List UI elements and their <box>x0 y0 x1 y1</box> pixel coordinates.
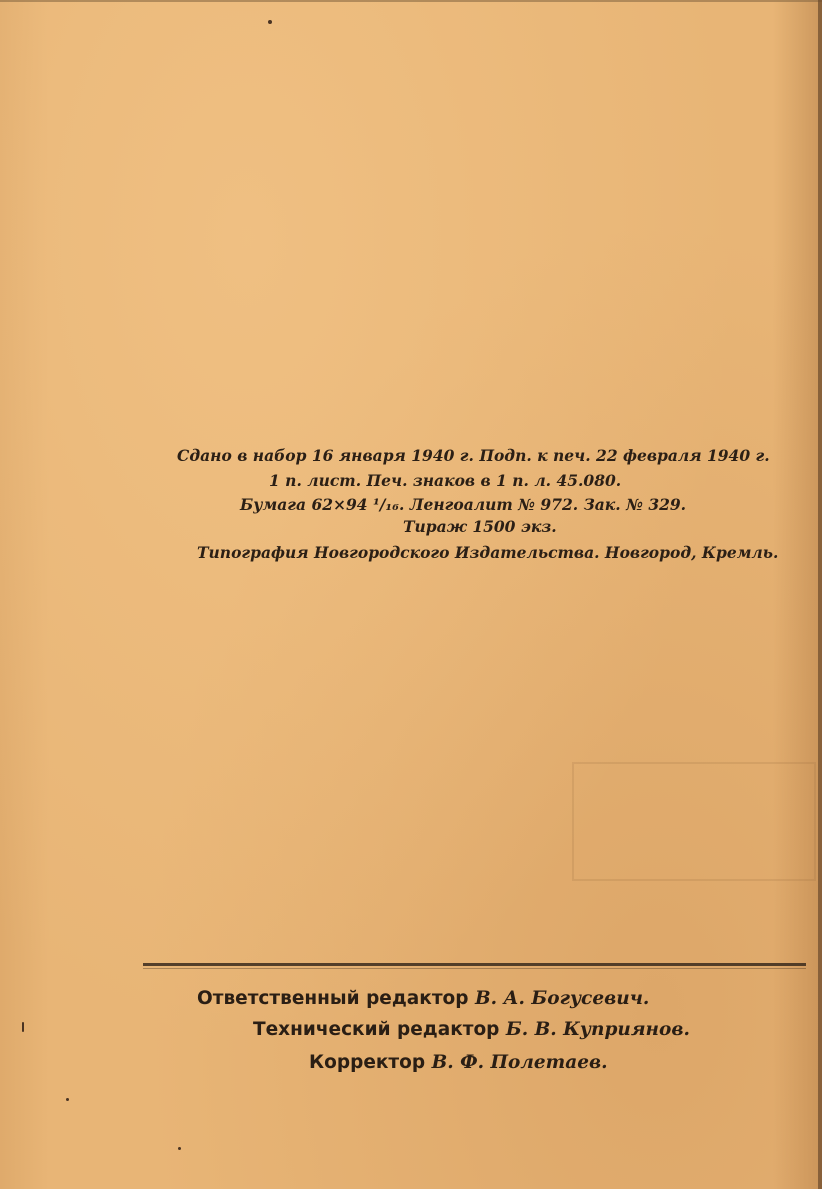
credit-role: Ответственный редактор <box>197 988 469 1009</box>
divider-rule <box>143 963 806 966</box>
paper-speck <box>268 20 272 24</box>
divider-rule-shadow <box>143 968 806 969</box>
page-right-edge <box>818 0 822 1189</box>
imprint-line-printer: Типография Новгородского Издательства. Новгород, Кремль. <box>197 543 779 562</box>
page-top-edge <box>0 0 822 2</box>
credit-name: В. А. Богусевич. <box>474 988 650 1009</box>
credit-proofreader <box>309 1052 608 1073</box>
imprint-line-sheets: 1 п. лист. Печ. знаков в 1 п. л. 45.080. <box>269 471 622 490</box>
paper-speck <box>178 1147 181 1150</box>
imprint-line-paper: Бумага 62×94 ¹/₁₆. Ленгоалит № 972. Зак. № 329. <box>240 495 687 514</box>
paper-speck <box>66 1098 69 1101</box>
credit-role: Корректор <box>309 1052 426 1073</box>
credit-technical-editor <box>253 1019 690 1040</box>
imprint-line-typeset: Сдано в набор 16 января 1940 г. Подп. к печ. 22 февраля 1940 г. <box>177 446 770 465</box>
credit-role: Технический редактор <box>253 1019 500 1040</box>
paper-speck <box>22 1022 24 1032</box>
credit-responsible-editor <box>197 988 649 1009</box>
credit-name: Б. В. Куприянов. <box>505 1019 690 1040</box>
imprint-line-print-run: Тираж 1500 экз. <box>403 517 557 536</box>
bleed-through-stamp <box>572 762 816 881</box>
credit-name: В. Ф. Полетаев. <box>431 1052 608 1073</box>
